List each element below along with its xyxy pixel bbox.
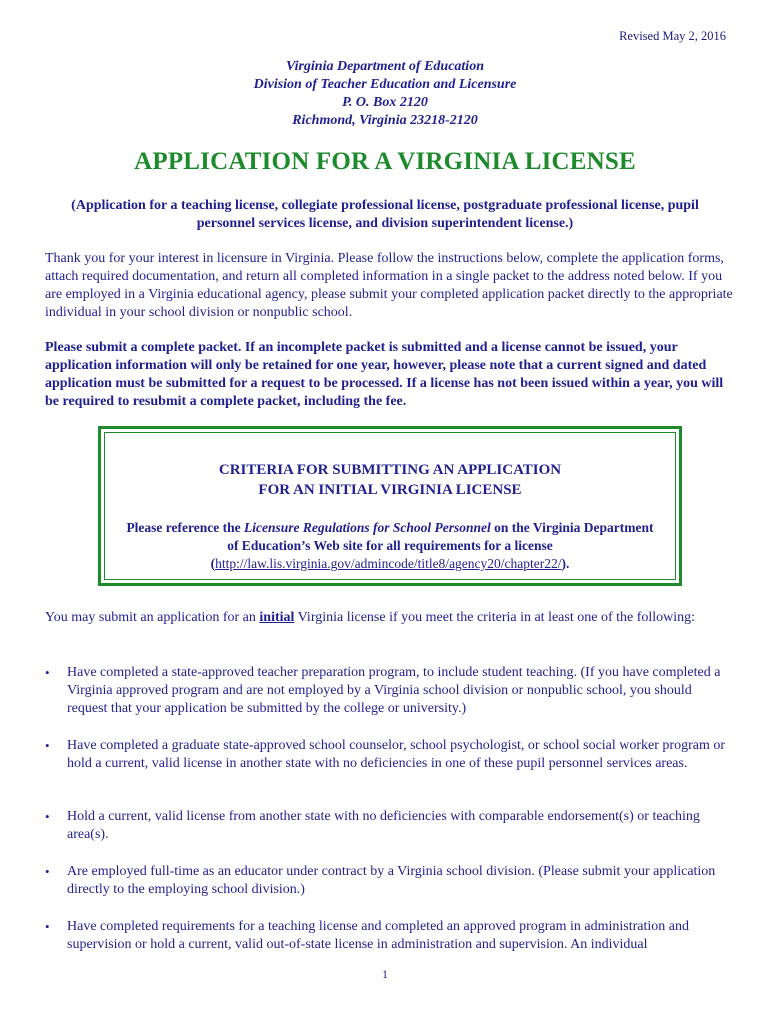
bullet-icon: • xyxy=(45,665,50,680)
criteria-box xyxy=(98,426,682,586)
intro-paragraph: Thank you for your interest in licensure in Virginia. Please follow the instructions below, complete the application forms, attach required documentation, and return all completed information in a single packet to the address noted below. If you are employed in a Virginia educational agency, please submit your completed application packet directly to the appropriate individual in your school division or nonpublic school. xyxy=(45,251,733,320)
bullet-text: Are employed full-time as an educator under contract by a Virginia school division. (Please submit your application directly to the employing school division.) xyxy=(67,864,716,897)
submit-text-after: Virginia license if you meet the criteria in at least one of the following: xyxy=(294,610,696,625)
criteria-title-line2: FOR AN INITIAL VIRGINIA LICENSE xyxy=(258,482,522,498)
address-line-division: Division of Teacher Education and Licensure xyxy=(253,77,517,92)
page-title: APPLICATION FOR A VIRGINIA LICENSE xyxy=(134,148,636,175)
complete-packet-warning: Please submit a complete packet. If an incomplete packet is submitted and a license cannot be issued, your application information will only be retained for one year, however, please note that a current signed and dated application must be submitted for a request to be processed. If a license has not been issued within a year, you will be required to resubmit a complete packet, including the fee. xyxy=(45,340,724,409)
bullet-text: Have completed a state-approved teacher preparation program, to include student teaching. (If you have completed a Virginia approved program and are not employed by a Virginia school division or nonpublic school, you should request that your application be submitted by the college or university.) xyxy=(67,665,721,716)
bullet-icon: • xyxy=(45,864,50,879)
page-number: 1 xyxy=(382,967,388,981)
criteria-box-inner-border xyxy=(104,432,676,580)
regulations-link[interactable]: http://law.lis.virginia.gov/admincode/title8/agency20/chapter22/ xyxy=(215,556,562,571)
bullet-text: Have completed requirements for a teaching license and completed an approved program in administration and supervision or hold a current, valid out-of-state license in administration and supervision. An individual xyxy=(67,919,689,952)
submit-text-before: You may submit an application for an xyxy=(45,610,260,625)
criteria-title xyxy=(105,460,675,500)
address-line-city: Richmond, Virginia 23218-2120 xyxy=(292,113,478,128)
bullet-icon: • xyxy=(45,919,50,934)
link-open-paren: ( xyxy=(210,556,216,571)
bullet-text: Have completed a graduate state-approved school counselor, school psychologist, or school social worker program or hold a current, valid license in another state with no deficiencies in one of these pupil personnel services areas. xyxy=(67,738,726,771)
regulations-title: Licensure Regulations for School Personnel xyxy=(244,520,491,535)
link-close-paren: ). xyxy=(561,556,570,571)
address-line-po-box: P. O. Box 2120 xyxy=(342,95,428,110)
criteria-reference-text xyxy=(125,519,655,573)
revised-date: Revised May 2, 2016 xyxy=(619,29,726,43)
criteria-text-after: on the Virginia Department of Education’s Web site for all requirements for a license xyxy=(227,520,654,553)
license-types-subtitle: (Application for a teaching license, collegiate professional license, postgraduate professional license, pupil personnel services license, and division superintendent license.) xyxy=(71,198,699,231)
initial-underlined: initial xyxy=(259,610,295,625)
department-address xyxy=(0,58,770,130)
criteria-title-line1: CRITERIA FOR SUBMITTING AN APPLICATION xyxy=(218,462,562,478)
bullet-icon: • xyxy=(45,738,50,753)
bullet-icon: • xyxy=(45,809,50,824)
initial-license-criteria-intro xyxy=(45,609,735,627)
address-line-department: Virginia Department of Education xyxy=(286,59,484,74)
bullet-text: Hold a current, valid license from another state with no deficiencies with comparable endorsement(s) or teaching area(s). xyxy=(67,809,700,842)
criteria-text-before: Please reference the xyxy=(126,520,245,535)
